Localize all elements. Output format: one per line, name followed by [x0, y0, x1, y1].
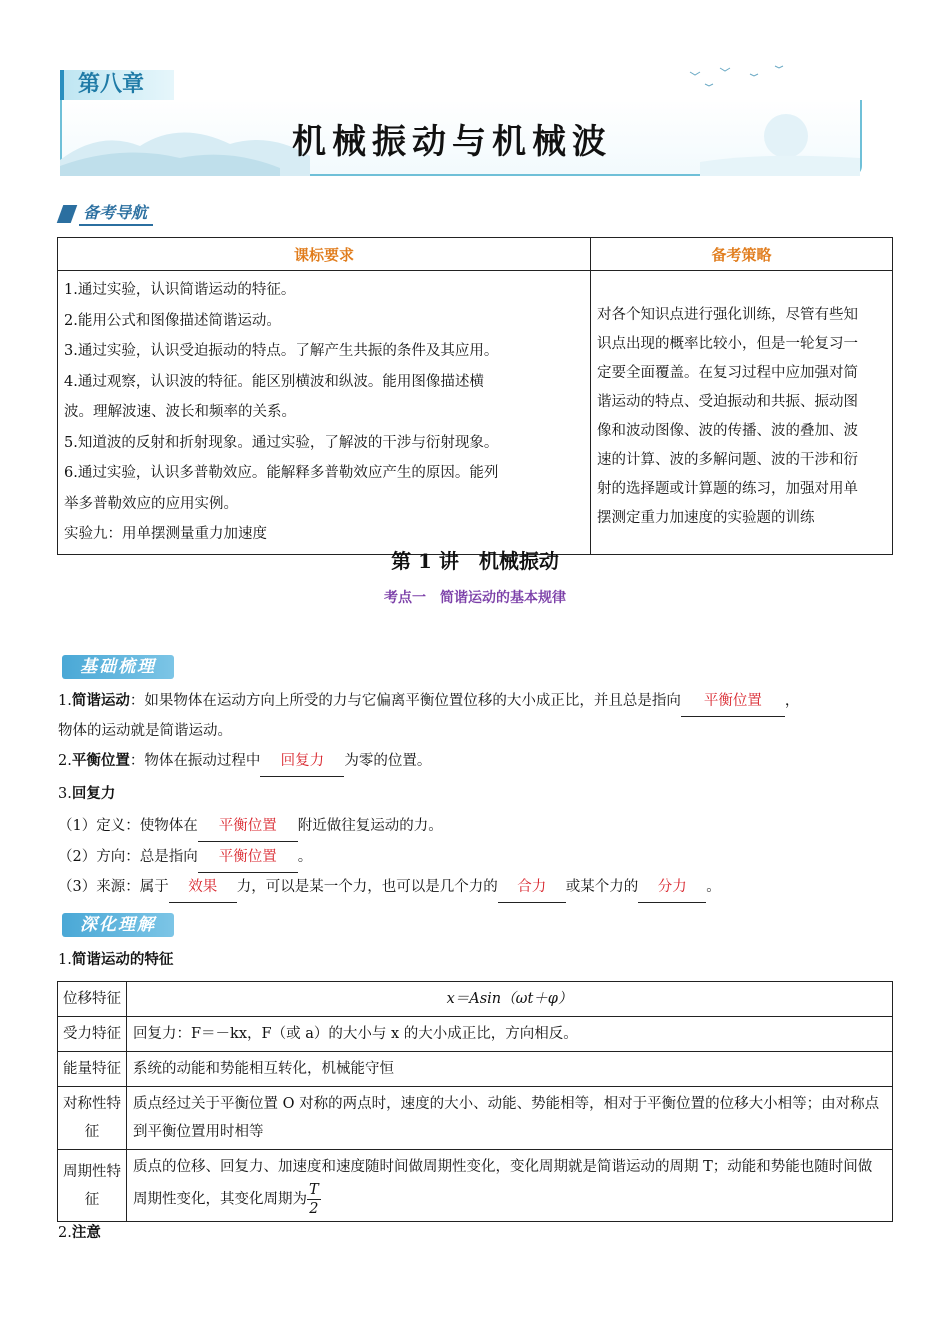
- feature-key: 位移特征: [58, 982, 127, 1017]
- req-line: 1.通过实验，认识简谐运动的特征。: [64, 282, 296, 298]
- tag-deep: 深化理解: [62, 913, 174, 937]
- strategy-line: 速的计算、波的多解问题、波的干涉和衍: [597, 452, 858, 469]
- term-equilibrium: 平衡位置: [71, 753, 130, 769]
- feature-value: 质点的位移、回复力、加速度和速度随时间做周期性变化，变化周期就是简谐运动的周期 T；动能和势能也随时间做周期性变化，其变化周期为 $\frac{T}{2}$: [127, 1150, 893, 1222]
- blank-answer: 平衡位置: [681, 686, 785, 717]
- header-requirements: 课标要求: [58, 238, 591, 271]
- fraction: $\frac{T}{2}$: [309, 1182, 319, 1217]
- table-row: [58, 982, 893, 1017]
- feature-table: [57, 981, 893, 1222]
- para-equilibrium: 2.平衡位置：物体在振动过程中 回复力 为零的位置。: [58, 746, 431, 777]
- strategy-line: 对各个知识点进行强化训练，尽管有些知: [597, 307, 858, 324]
- req-line: 6.通过实验，认识多普勒效应。能解释多普勒效应产生的原因。能列: [64, 465, 499, 481]
- birds-icon: [680, 64, 800, 94]
- para-direction: （2）方向：总是指向 平衡位置 。: [58, 842, 312, 873]
- section-guide-label: 备考导航: [60, 200, 153, 223]
- term-restoring-force: 回复力: [71, 786, 116, 802]
- blank-answer: 效果: [169, 872, 237, 903]
- kaodian-title: 考点一 简谐运动的基本规律: [384, 590, 566, 606]
- para-line2: 物体的运动就是简谐运动。: [58, 723, 232, 739]
- para-source: （3）来源：属于 效果 力，可以是某一个力，也可以是几个力的 合力 或某个力的 分力 。: [58, 872, 721, 903]
- req-line: 波。理解波速、波长和频率的关系。: [64, 404, 296, 420]
- feature-value: 系统的动能和势能相互转化，机械能守恒: [127, 1052, 893, 1087]
- req-line: 3.通过实验，认识受迫振动的特点。了解产生共振的条件及其应用。: [64, 343, 499, 359]
- feature-value: 回复力：F＝－kx，F（或 a）的大小与 x 的大小成正比，方向相反。: [127, 1017, 893, 1052]
- table-row: [58, 1150, 893, 1222]
- feature-value: 质点经过关于平衡位置 O 对称的两点时，速度的大小、动能、势能相等，相对于平衡位置的位移大小相等；由对称点到平衡位置用时相等: [127, 1087, 893, 1150]
- feature-key: 能量特征: [58, 1052, 127, 1087]
- feature-value: x＝Asin（ωt＋φ）: [127, 982, 893, 1017]
- blank-answer: 平衡位置: [198, 811, 298, 842]
- guide-table: [57, 237, 893, 555]
- heading-notes: 2.注意: [58, 1225, 101, 1241]
- req-line: 5.知道波的反射和折射现象。通过实验，了解波的干涉与衍射现象。: [64, 434, 499, 451]
- para-definition: （1）定义：使物体在 平衡位置 附近做往复运动的力。: [58, 811, 443, 842]
- para-restoring-force: 3.回复力: [58, 786, 116, 802]
- feature-key: 对称性特征: [58, 1087, 127, 1150]
- blank-answer: 平衡位置: [198, 842, 298, 873]
- stripe-icon: [57, 205, 78, 223]
- term-simple-harmonic: 简谐运动: [71, 693, 130, 709]
- table-row: [58, 1087, 893, 1150]
- strategy-line: 定要全面覆盖。在复习过程中应加强对简: [597, 365, 858, 382]
- blank-answer: 分力: [638, 872, 706, 903]
- req-line: 举多普勒效应的应用实例。: [64, 495, 238, 512]
- strategy-line: 谐运动的特点、受迫振动和共振、振动图: [597, 394, 858, 411]
- req-line: 实验九：用单摆测量重力加速度: [64, 526, 267, 542]
- strategy-cell: [591, 271, 893, 555]
- feature-key: 周期性特征: [58, 1150, 127, 1222]
- chapter-banner: [60, 70, 860, 176]
- table-row: [58, 1017, 893, 1052]
- strategy-line: 射的选择题或计算题的练习，加强对用单: [597, 481, 858, 498]
- blank-answer: 合力: [498, 872, 566, 903]
- tag-basic: 基础梳理: [62, 655, 174, 679]
- lecture-title: 第 1 讲 机械振动: [391, 549, 559, 573]
- req-line: 4.通过观察，认识波的特征。能区别横波和纵波。能用图像描述横: [64, 373, 484, 390]
- feature-key: 受力特征: [58, 1017, 127, 1052]
- header-strategy: 备考策略: [591, 238, 893, 271]
- strategy-line: 摆测定重力加速度的实验题的训练: [597, 510, 815, 527]
- requirements-cell: [58, 271, 591, 555]
- chapter-label: 第八章: [60, 70, 174, 100]
- para-simple-harmonic: 1.简谐运动：如果物体在运动方向上所受的力与它偏离平衡位置位移的大小成正比，并且总是指向 平衡位置 ，: [58, 686, 799, 717]
- strategy-line: 像和波动图像、波的传播、波的叠加、波: [597, 423, 858, 440]
- strategy-line: 识点出现的概率比较小，但是一轮复习一: [597, 336, 858, 353]
- blank-answer: 回复力: [260, 746, 344, 777]
- req-line: 2.能用公式和图像描述简谐运动。: [64, 312, 281, 329]
- chapter-title: 机械振动与机械波: [292, 122, 612, 162]
- heading-features: 1.简谐运动的特征: [58, 952, 174, 968]
- table-row: [58, 1052, 893, 1087]
